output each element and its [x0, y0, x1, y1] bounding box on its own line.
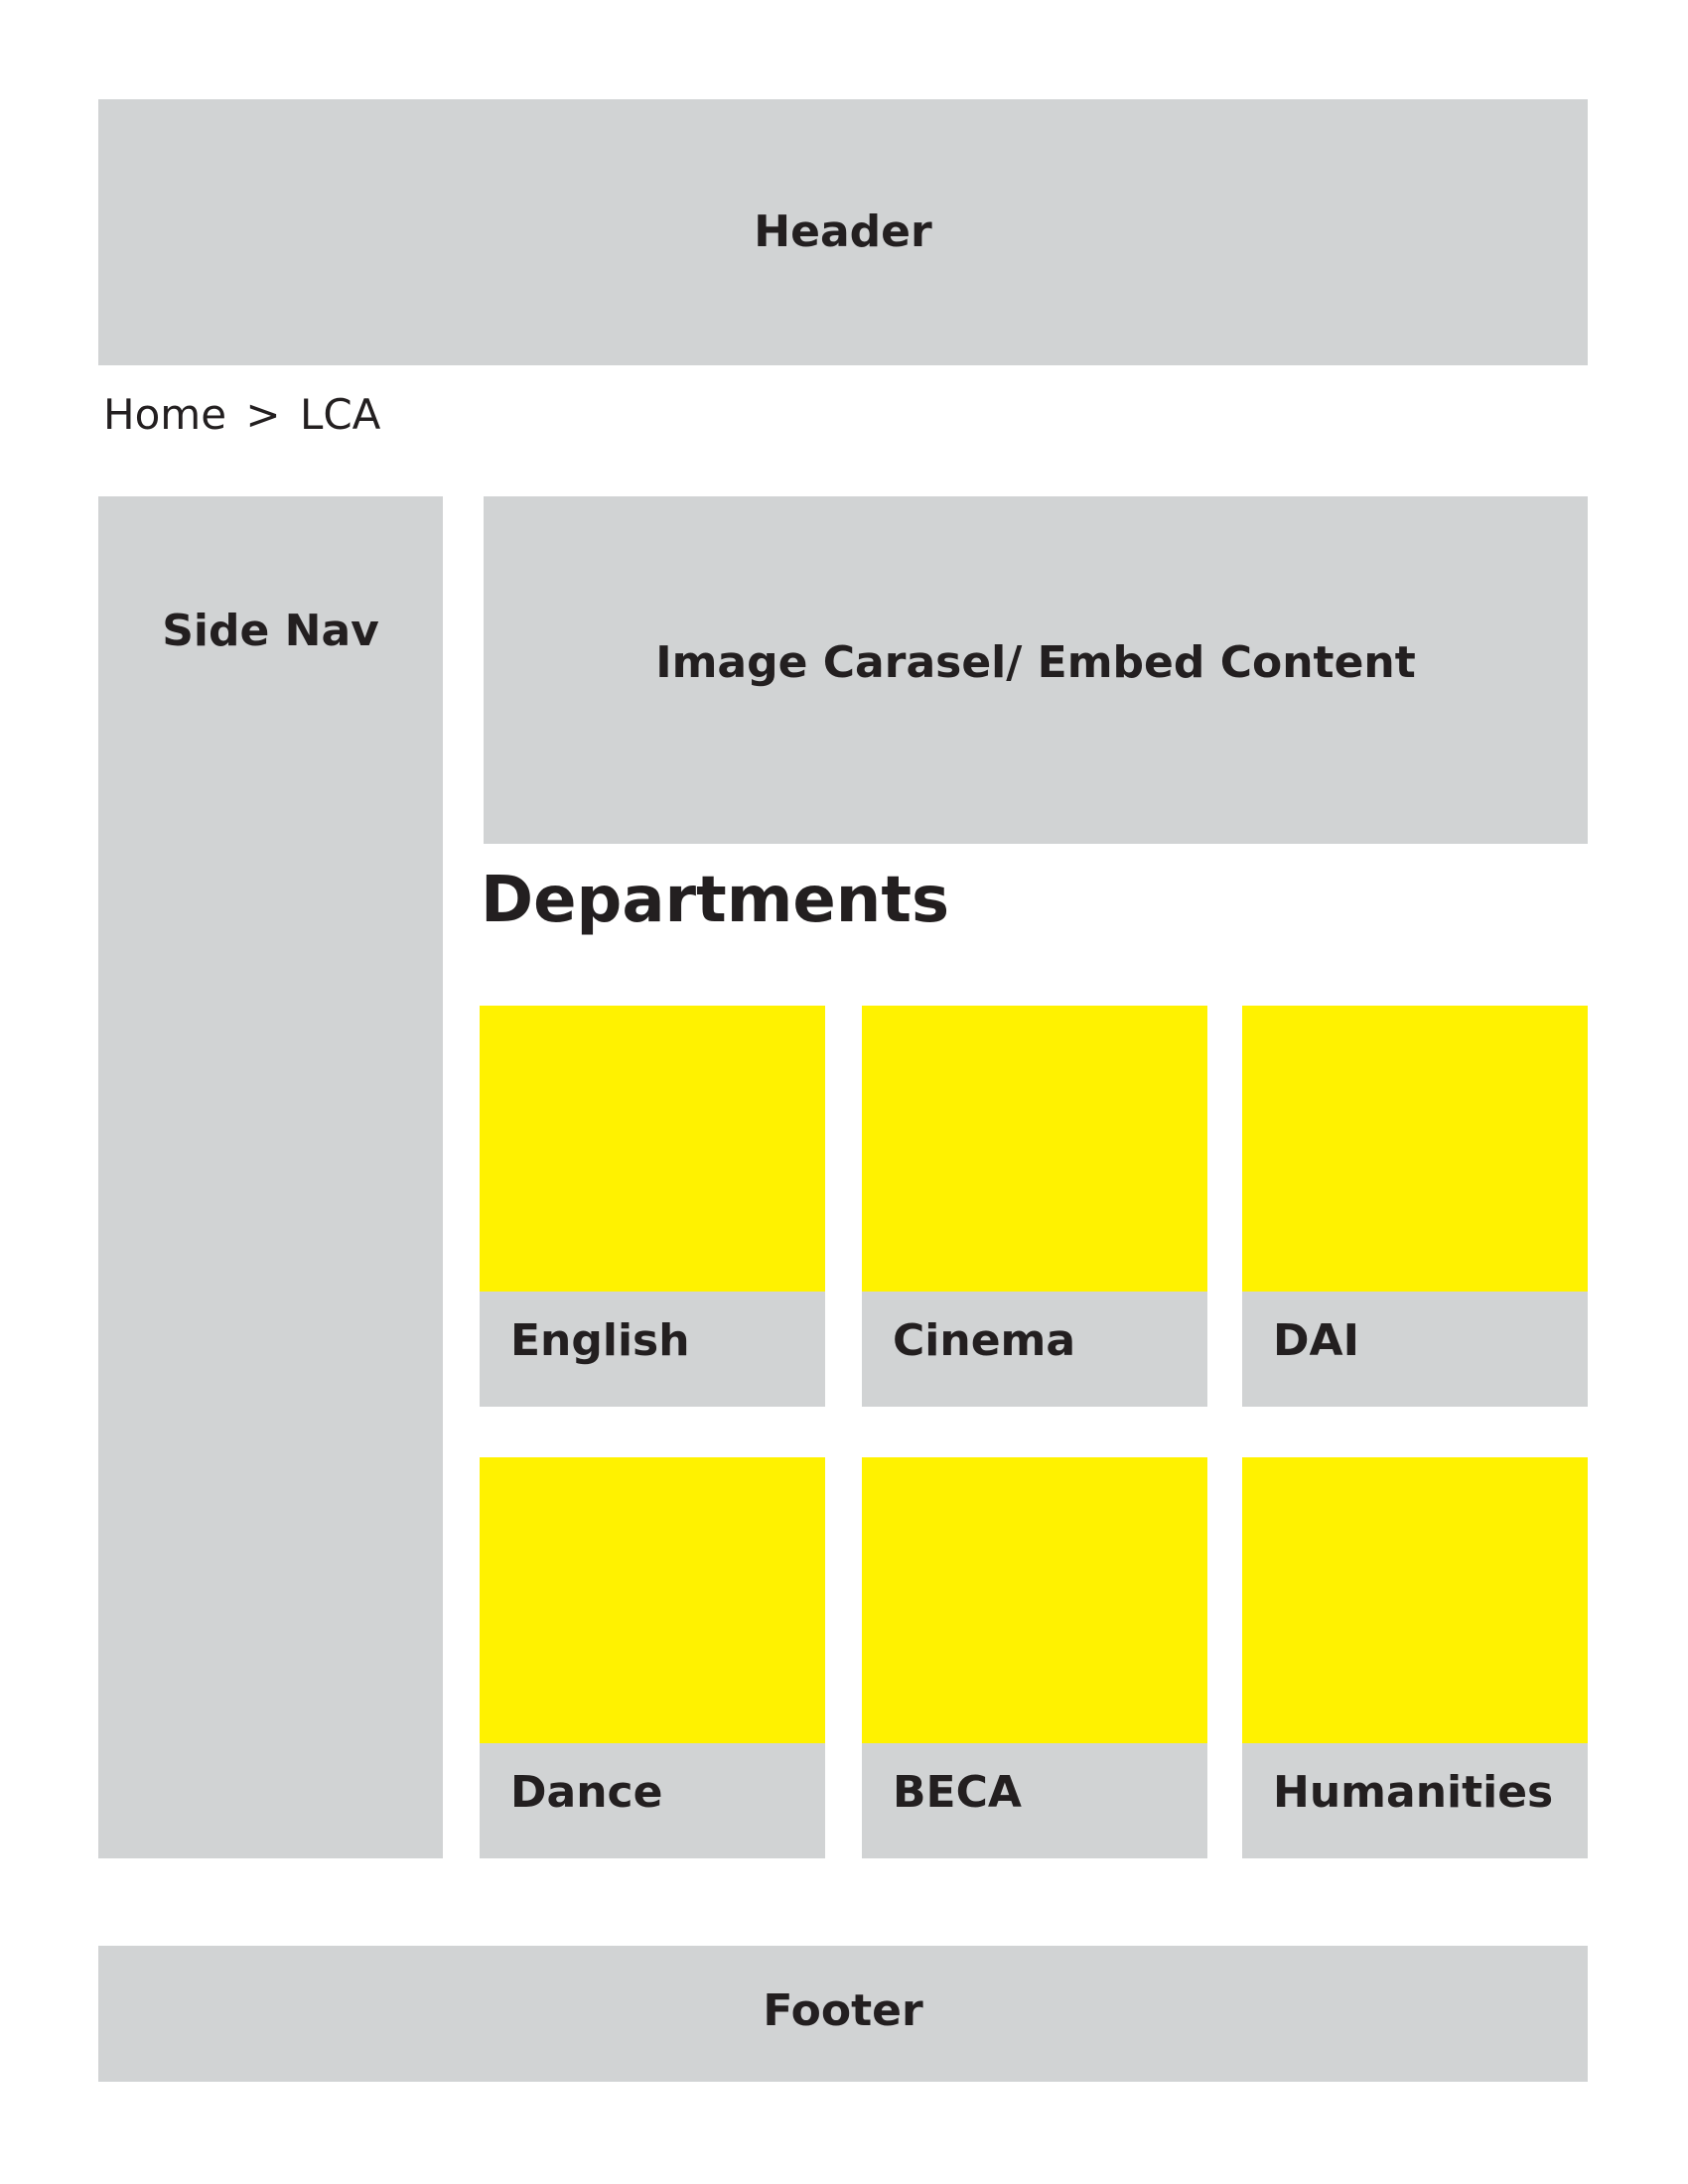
header: [98, 99, 1588, 365]
department-card-image[interactable]: [1242, 1457, 1588, 1743]
image-carousel[interactable]: [484, 496, 1588, 844]
side-nav[interactable]: [98, 496, 443, 1858]
image-carousel-label: Image Carasel/ Embed Content: [655, 637, 1416, 688]
department-card-image[interactable]: [1242, 1006, 1588, 1292]
department-card-english[interactable]: [480, 1006, 825, 1407]
department-card-label[interactable]: Dance: [510, 1767, 663, 1818]
footer: [98, 1946, 1588, 2082]
header-label: Header: [754, 206, 932, 257]
department-card-image[interactable]: [862, 1457, 1207, 1743]
department-card-label[interactable]: Cinema: [893, 1315, 1076, 1366]
breadcrumb-separator: >: [245, 390, 281, 439]
footer-label: Footer: [763, 1985, 923, 2036]
department-card-image[interactable]: [480, 1006, 825, 1292]
department-card-beca[interactable]: [862, 1457, 1207, 1858]
breadcrumb-current-page: LCA: [299, 390, 381, 439]
department-card-label[interactable]: BECA: [893, 1767, 1022, 1818]
department-card-image[interactable]: [862, 1006, 1207, 1292]
department-card-label[interactable]: English: [510, 1315, 690, 1366]
department-card-image[interactable]: [480, 1457, 825, 1743]
breadcrumb: [103, 390, 380, 439]
department-card-label[interactable]: DAI: [1273, 1315, 1359, 1366]
department-card-cinema[interactable]: [862, 1006, 1207, 1407]
departments-heading: Departments: [481, 864, 950, 937]
department-card-dai[interactable]: [1242, 1006, 1588, 1407]
breadcrumb-home-link[interactable]: Home: [103, 390, 227, 439]
department-card-dance[interactable]: [480, 1457, 825, 1858]
department-card-label[interactable]: Humanities: [1273, 1767, 1554, 1818]
side-nav-label: Side Nav: [162, 606, 379, 656]
department-card-humanities[interactable]: [1242, 1457, 1588, 1858]
